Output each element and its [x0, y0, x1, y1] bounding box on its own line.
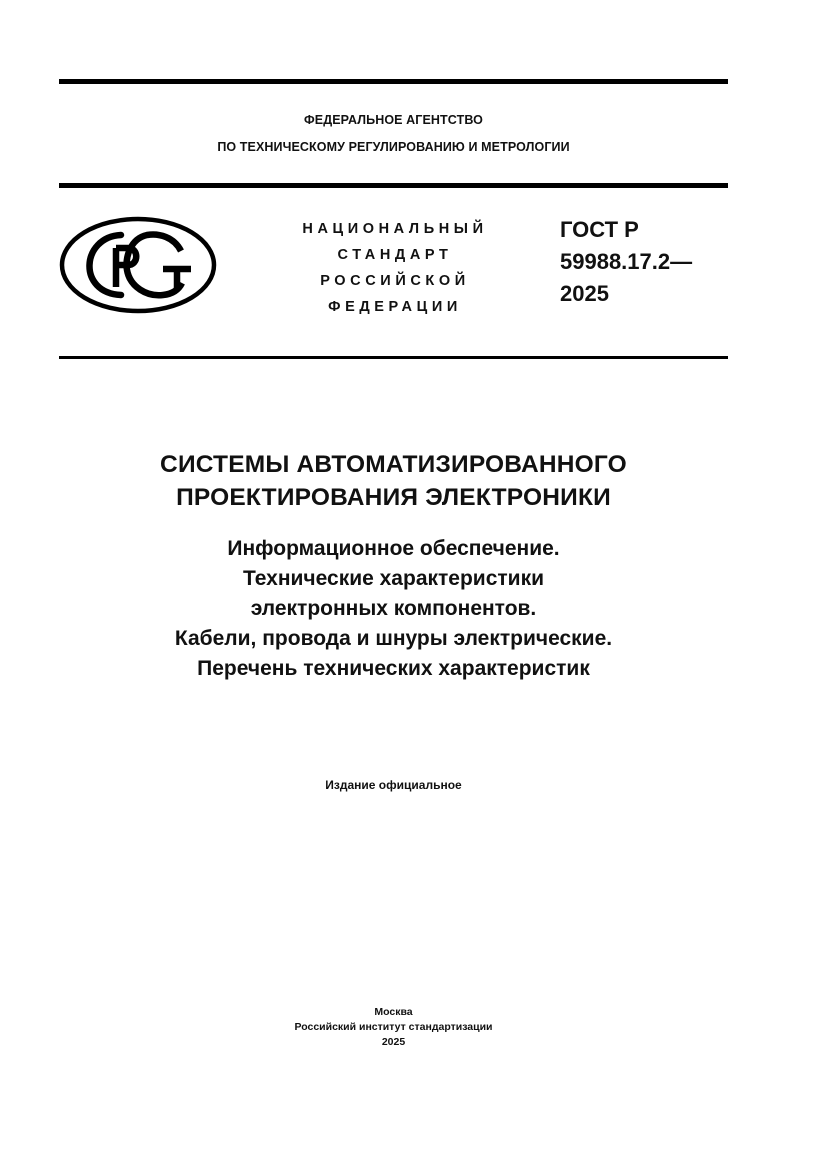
imprint — [59, 1005, 728, 1050]
subtitle-line: электронных компонентов. — [250, 597, 537, 620]
standard-type-block — [270, 216, 520, 320]
document-title — [59, 448, 728, 514]
standard-designation — [560, 214, 730, 310]
title-line: СИСТЕМЫ АВТОМАТИЗИРОВАННОГО — [160, 451, 627, 478]
document-subtitle — [59, 534, 728, 684]
imprint-city: Москва — [374, 1006, 413, 1018]
subtitle-line: Кабели, провода и шнуры электрические. — [174, 627, 613, 650]
designation-line: ГОСТ Р — [560, 217, 639, 242]
designation-number: 59988.17.2— — [560, 249, 693, 274]
standard-type-line: РОССИЙСКОЙ — [320, 273, 470, 289]
subtitle-line: Перечень технических характеристик — [197, 657, 590, 680]
agency-name-line1: ФЕДЕРАЛЬНОЕ АГЕНТСТВО — [304, 113, 483, 127]
title-line: ПРОЕКТИРОВАНИЯ ЭЛЕКТРОНИКИ — [176, 484, 611, 511]
header-rule — [59, 183, 728, 188]
imprint-year: 2025 — [381, 1036, 406, 1048]
edition-note: Издание официальное — [325, 778, 462, 792]
subtitle-line: Технические характеристики — [242, 567, 545, 590]
agency-name-line2: ПО ТЕХНИЧЕСКОМУ РЕГУЛИРОВАНИЮ И МЕТРОЛОГИИ — [217, 140, 570, 154]
standard-type-line: НАЦИОНАЛЬНЫЙ — [302, 221, 488, 237]
designation-rule — [59, 356, 728, 359]
imprint-publisher: Российский институт стандартизации — [294, 1021, 493, 1033]
rst-conformity-mark-icon — [59, 215, 217, 315]
designation-year: 2025 — [560, 281, 609, 306]
standard-type-line: ФЕДЕРАЦИИ — [328, 299, 462, 315]
top-rule — [59, 79, 728, 84]
standard-type-line: СТАНДАРТ — [337, 247, 453, 263]
subtitle-line: Информационное обеспечение. — [227, 537, 560, 560]
